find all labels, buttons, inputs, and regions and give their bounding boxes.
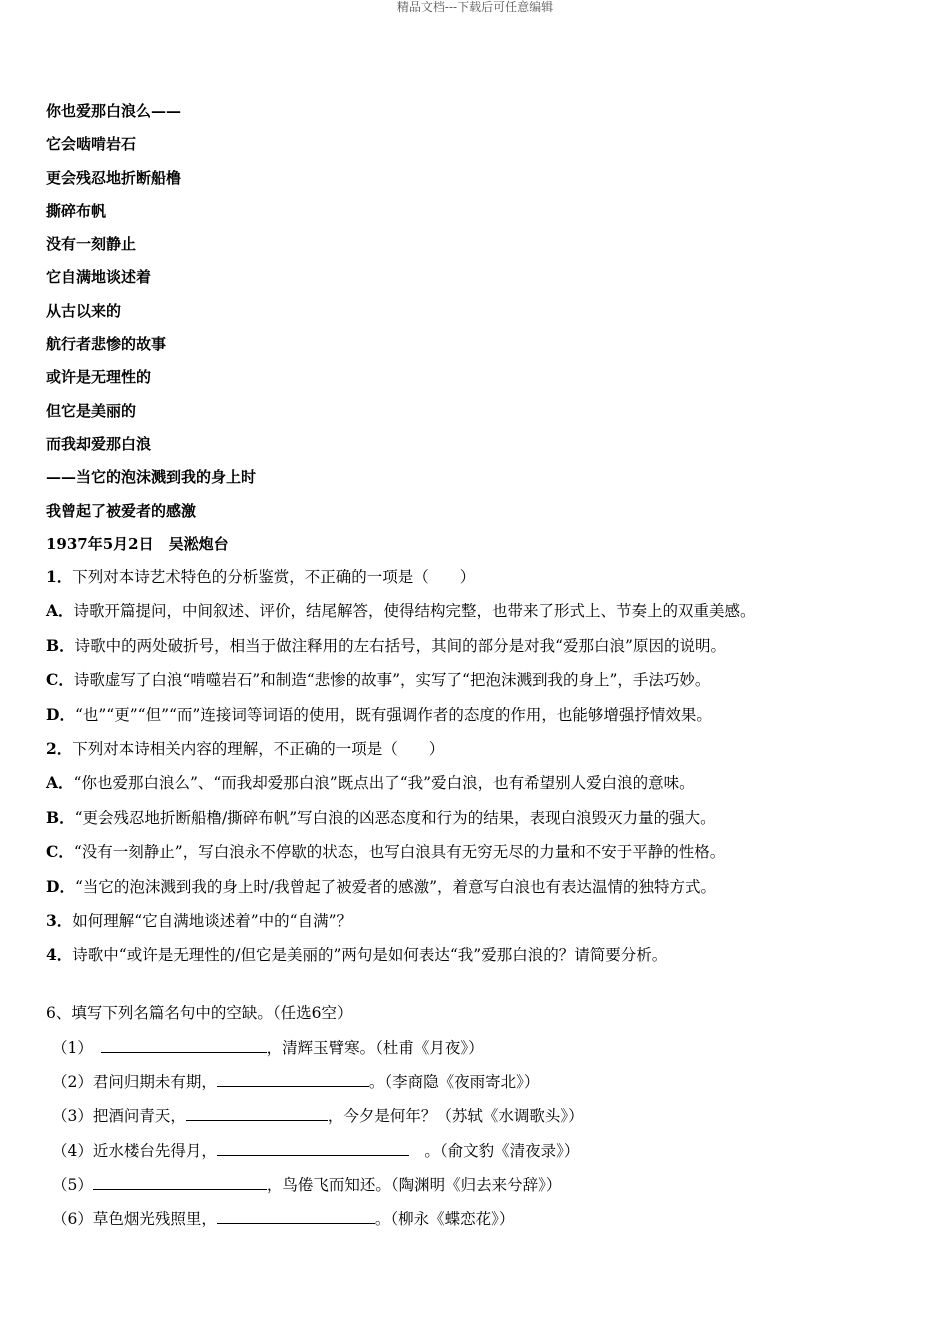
poem-line: 或许是无理性的 — [46, 368, 152, 387]
option-text: “当它的泡沫溅到我的身上时/我曾起了被爱者的感激”，着意写白浪也有表达温情的独特方式。 — [74, 877, 717, 896]
poem-line: 它自满地谈述着 — [46, 268, 152, 287]
fill-item-4 — [46, 1140, 926, 1174]
fill-suffix: ，今夕是何年？（苏轼《水调歌头》） — [327, 1107, 584, 1126]
poem-line: 它会啮啃岩石 — [46, 135, 137, 154]
option-letter: B． — [46, 635, 75, 655]
poem-line: 没有一刻静止 — [46, 235, 137, 254]
question-text: 下列对本诗相关内容的理解，不正确的一项是（ ） — [72, 739, 445, 758]
fill-prefix: （6）草色烟光残照里， — [52, 1209, 217, 1228]
poem-date-line: 1937年5月2日 吴淞炮台 — [46, 534, 229, 553]
question-text: 下列对本诗艺术特色的分析鉴赏，不正确的一项是（ ） — [72, 568, 476, 586]
question-number: 4． — [46, 945, 73, 965]
option-letter: D． — [46, 704, 75, 724]
option-2d — [46, 877, 926, 911]
poem-line: 我曾起了被爱者的感激 — [46, 501, 197, 520]
option-1b — [46, 636, 926, 670]
question-2 — [46, 739, 926, 773]
option-2b — [46, 808, 926, 842]
fill-item-5 — [46, 1174, 926, 1208]
poem-line: 从古以来的 — [46, 301, 122, 320]
option-text: “没有一刻静止”，写白浪永不停歇的状态，也写白浪具有无穷无尽的力量和不安于平静的性格。 — [73, 843, 726, 862]
fill-in-section — [46, 1003, 926, 1242]
fill-prefix: （5） — [52, 1175, 93, 1194]
answer-blank[interactable] — [217, 1208, 375, 1224]
poem-line: 撕碎布帆 — [46, 201, 107, 220]
option-text: “更会残忍地折断船橹/撕碎布帆”写白浪的凶恶态度和行为的结果，表现白浪毁灭力量的强大。 — [74, 808, 716, 827]
answer-blank[interactable] — [101, 1037, 267, 1053]
fill-suffix: 。（俞文豹《清夜录》） — [408, 1141, 580, 1160]
fill-suffix: 。（柳永《蝶恋花》） — [374, 1209, 515, 1228]
question-1 — [46, 567, 926, 601]
question-text: 如何理解“它自满地谈述着”中的“自满”？ — [72, 911, 352, 930]
question-text: 诗歌中“或许是无理性的/但它是美丽的”两句是如何表达“我”爱那白浪的？请简要分析。 — [72, 946, 668, 965]
question-number: 1． — [46, 567, 73, 586]
question-number: 2． — [46, 738, 73, 758]
answer-blank[interactable] — [93, 1174, 267, 1190]
section-title: 6、填写下列名篇名句中的空缺。（任选6空） — [46, 1004, 353, 1022]
poem-line: 但它是美丽的 — [46, 401, 137, 420]
question-4 — [46, 945, 926, 979]
page-header: 精品文档---下载后可任意编辑 — [396, 0, 554, 14]
fill-item-2 — [46, 1071, 926, 1105]
option-2a — [46, 773, 926, 807]
fill-suffix: 。（李商隐《夜雨寄北》） — [368, 1073, 540, 1092]
fill-suffix: ，清辉玉臂寒。（杜甫《月夜》） — [266, 1039, 484, 1057]
poem — [46, 101, 256, 567]
fill-item-1 — [46, 1037, 926, 1071]
poem-line: 你也爱那白浪么—— — [46, 102, 182, 120]
fill-item-6 — [46, 1208, 926, 1242]
option-letter: A． — [46, 773, 74, 793]
fill-item-3 — [46, 1105, 926, 1139]
fill-prefix: （3）把酒问青天， — [52, 1107, 186, 1126]
option-letter: A． — [46, 601, 74, 621]
poem-line: 航行者悲惨的故事 — [46, 335, 167, 354]
poem-line: 更会残忍地折断船橹 — [46, 168, 182, 187]
option-letter: B． — [46, 807, 75, 827]
option-letter: D． — [46, 876, 75, 896]
option-1d — [46, 705, 926, 739]
option-1c — [46, 670, 926, 704]
answer-blank[interactable] — [217, 1071, 369, 1087]
option-text: “你也爱那白浪么”、“而我却爱那白浪”既点出了“我”爱白浪，也有希望别人爱白浪的意味。 — [73, 774, 695, 793]
option-text: 诗歌开篇提问，中间叙述、评价，结尾解答，使得结构完整，也带来了形式上、节奏上的双重美感。 — [73, 602, 756, 621]
option-letter: C． — [46, 670, 74, 690]
fill-prefix: （4）近水楼台先得月， — [52, 1141, 217, 1160]
fill-suffix: ，鸟倦飞而知还。（陶渊明《归去来兮辞》） — [266, 1175, 562, 1194]
questions — [46, 567, 926, 980]
option-letter: C． — [46, 842, 74, 862]
option-text: “也”“更”“但”“而”连接词等词语的使用，既有强调作者的态度的作用，也能够增强抒情效果。 — [74, 705, 712, 724]
question-number: 3． — [46, 910, 73, 930]
fill-prefix: （2）君问归期未有期， — [52, 1073, 217, 1092]
answer-blank[interactable] — [186, 1105, 328, 1121]
option-2c — [46, 842, 926, 876]
fill-prefix: （1） — [52, 1039, 101, 1057]
poem-line: 而我却爱那白浪 — [46, 434, 152, 453]
answer-blank[interactable] — [217, 1140, 409, 1156]
option-text: 诗歌中的两处破折号，相当于做注释用的左右括号，其间的部分是对我“爱那白浪”原因的说明。 — [74, 636, 726, 655]
poem-line: ——当它的泡沫溅到我的身上时 — [46, 468, 257, 487]
option-1a — [46, 601, 926, 635]
question-3 — [46, 911, 926, 945]
option-text: 诗歌虚写了白浪“啃噬岩石”和制造“悲惨的故事”，实写了“把泡沫溅到我的身上”，手法巧妙。 — [73, 671, 711, 690]
